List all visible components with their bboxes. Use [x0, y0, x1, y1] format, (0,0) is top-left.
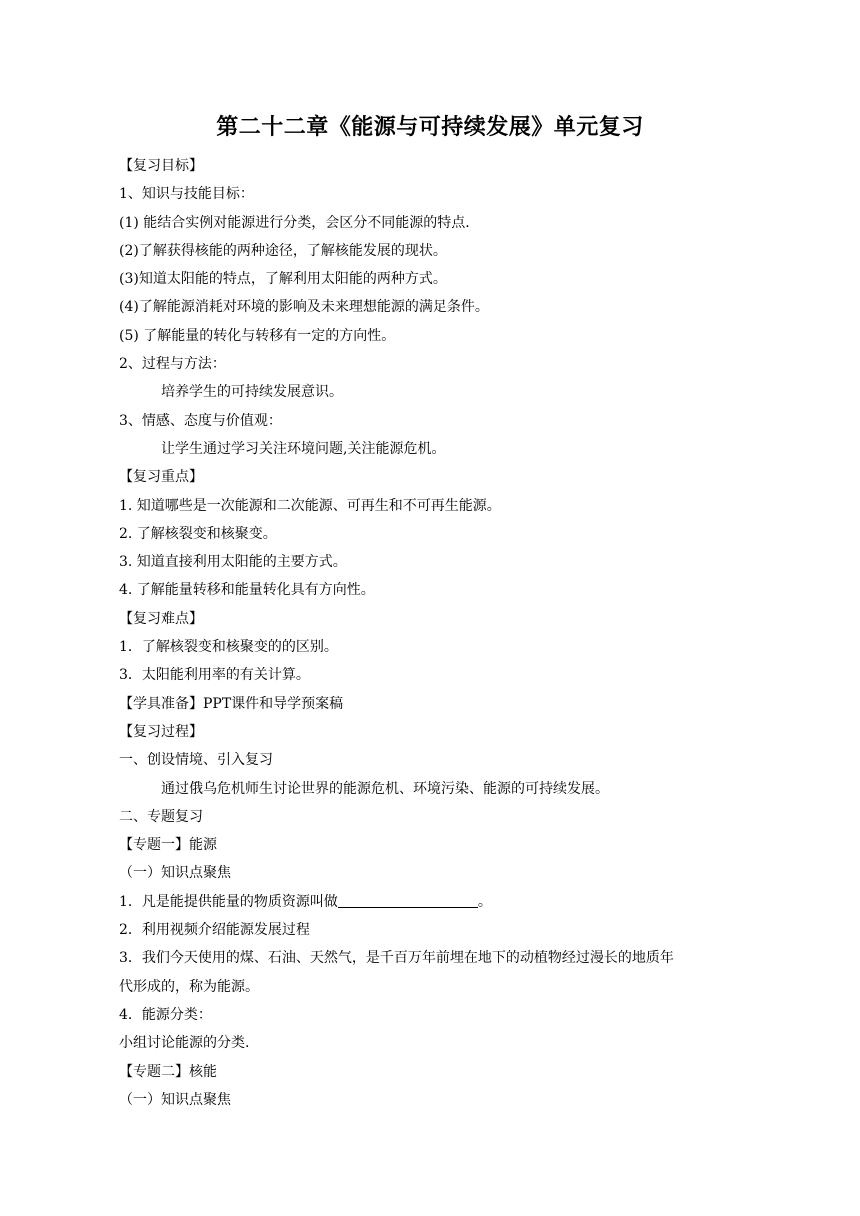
- line-punctuation: 。: [477, 893, 492, 910]
- line-text: (3)知道太阳能的特点，了解利用太阳能的两种方式。: [119, 271, 447, 288]
- text-line: [119, 350, 759, 378]
- text-line: [119, 859, 759, 887]
- line-text: 1．了解核裂变和核聚变的的区别。: [119, 639, 338, 656]
- text-line: [119, 378, 759, 406]
- text-line: [119, 265, 759, 293]
- line-text: 1．凡是能提供能量的物质资源叫做: [119, 893, 338, 910]
- line-text: 3. 知道直接利用太阳能的主要方式。: [119, 554, 347, 571]
- text-line: [119, 407, 759, 435]
- line-text: 【复习难点】: [119, 610, 203, 627]
- text-line: [119, 237, 759, 265]
- line-text: 让学生通过学习关注环境问题,关注能源危机。: [161, 440, 446, 457]
- line-text: 【复习过程】: [119, 723, 203, 740]
- text-line: [119, 944, 759, 972]
- line-text: 1. 知道哪些是一次能源和二次能源、可再生和不可再生能源。: [119, 497, 501, 514]
- line-text: 4．能源分类：: [119, 1006, 212, 1023]
- line-text: (2)了解获得核能的两种途径，了解核能发展的现状。: [119, 242, 447, 259]
- text-line: [119, 180, 759, 208]
- line-text: 3．太阳能利用率的有关计算。: [119, 667, 310, 684]
- body-text: [119, 152, 759, 1114]
- text-line: [119, 293, 759, 321]
- line-text: 二、专题复习: [119, 808, 203, 825]
- text-line: [119, 661, 759, 689]
- line-text: 培养学生的可持续发展意识。: [161, 384, 343, 401]
- text-line: [119, 209, 759, 237]
- text-line: [119, 888, 759, 916]
- text-line: [119, 435, 759, 463]
- line-text: (5) 了解能量的转化与转移有一定的方向性。: [119, 327, 396, 344]
- text-line: [119, 633, 759, 661]
- line-text: 【学具准备】PPT课件和导学预案稿: [119, 695, 344, 712]
- text-line: [119, 548, 759, 576]
- text-line: [119, 322, 759, 350]
- text-line: [119, 1029, 759, 1057]
- text-line: [119, 463, 759, 491]
- line-text: 3．我们今天使用的煤、石油、天然气，是千百万年前埋在地下的动植物经过漫长的地质年: [119, 950, 674, 967]
- text-line: [119, 831, 759, 859]
- line-text: 【复习重点】: [119, 469, 203, 486]
- text-line: [119, 746, 759, 774]
- line-text: 一、创设情境、引入复习: [119, 752, 273, 769]
- text-line: [119, 916, 759, 944]
- line-text: （一）知识点聚焦: [119, 865, 231, 882]
- line-text: (4)了解能源消耗对环境的影响及未来理想能源的满足条件。: [119, 299, 489, 316]
- text-line: [119, 492, 759, 520]
- text-line: [119, 718, 759, 746]
- line-text: 3、情感、态度与价值观：: [119, 412, 282, 429]
- fill-in-blank: [338, 893, 478, 908]
- line-text: 代形成的，称为能源。: [119, 978, 259, 995]
- line-text: 【复习目标】: [119, 158, 203, 174]
- line-text: (1) 能结合实例对能源进行分类，会区分不同能源的特点.: [119, 214, 470, 231]
- line-text: 【专题二】核能: [119, 1063, 217, 1080]
- text-line: [119, 520, 759, 548]
- text-line: [119, 152, 759, 180]
- text-line: [119, 775, 759, 803]
- text-line: [119, 605, 759, 633]
- line-text: （一）知识点聚焦: [119, 1091, 231, 1108]
- text-line: [119, 1086, 759, 1114]
- line-text: 通过俄乌危机师生讨论世界的能源危机、环境污染、能源的可持续发展。: [161, 780, 609, 797]
- text-line: [119, 690, 759, 718]
- line-text: 小组讨论能源的分类.: [119, 1035, 250, 1052]
- text-line: [119, 973, 759, 1001]
- line-text: 2. 了解核裂变和核聚变。: [119, 525, 277, 542]
- line-text: 4. 了解能量转移和能量转化具有方向性。: [119, 582, 375, 599]
- line-text: 1、知识与技能目标：: [119, 186, 254, 203]
- line-text: 2、过程与方法：: [119, 356, 226, 373]
- text-line: [119, 803, 759, 831]
- text-line: [119, 576, 759, 604]
- line-text: 【专题一】能源: [119, 837, 217, 854]
- line-text: 2．利用视频介绍能源发展过程: [119, 922, 310, 939]
- text-line: [119, 1058, 759, 1086]
- text-line: [119, 1001, 759, 1029]
- page-title: 第二十二章《能源与可持续发展》单元复习: [216, 115, 644, 140]
